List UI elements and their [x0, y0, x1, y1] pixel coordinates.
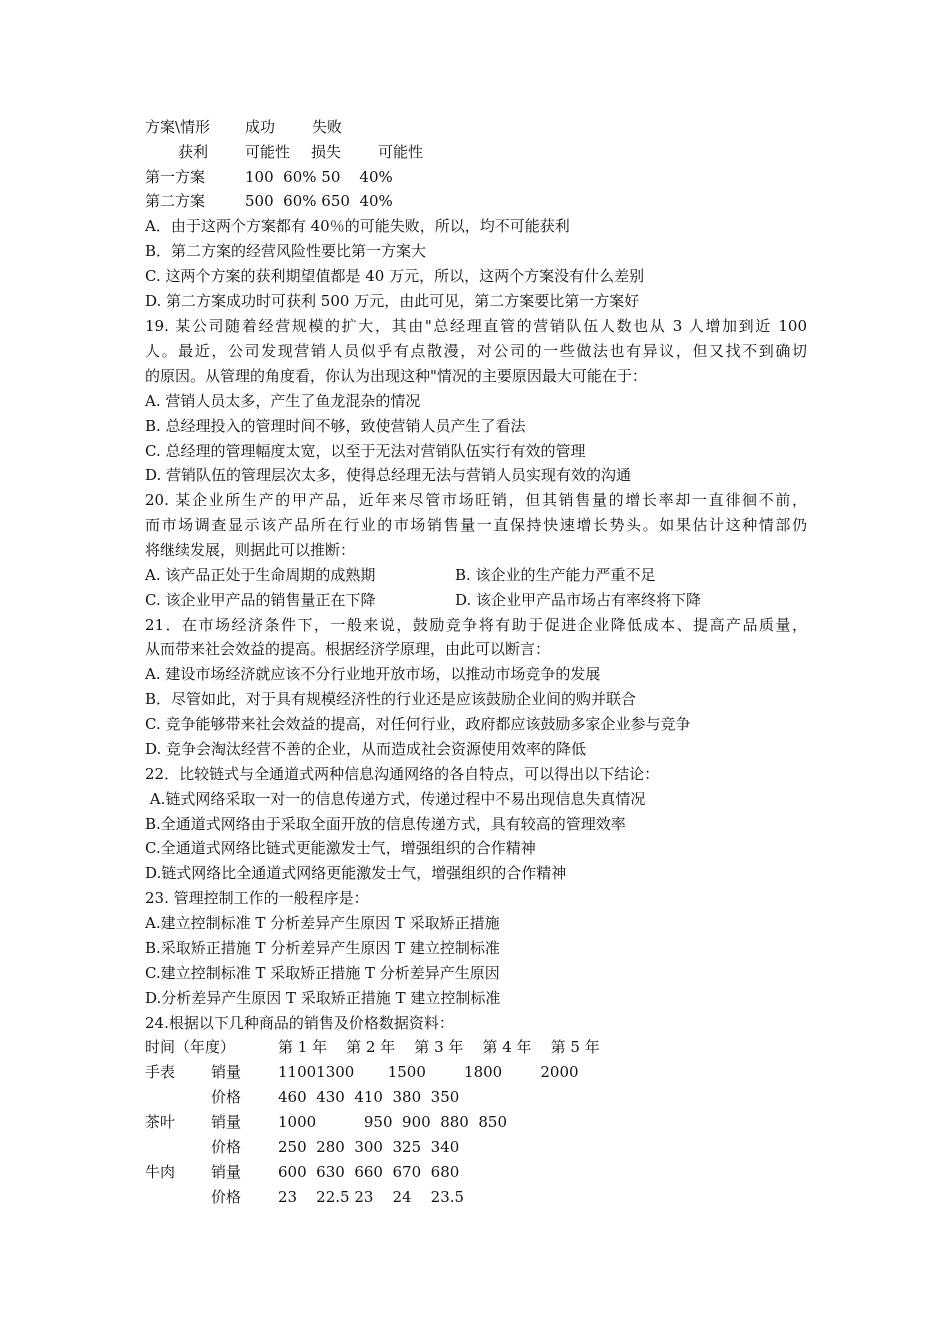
q24-header-years: 第 1 年 第 2 年 第 3 年 第 4 年 第 5 年 [278, 1038, 600, 1056]
q23-option-d: D.分析差异产生原因 T 采取矫正措施 T 建立控制标准 [145, 989, 501, 1007]
q24-row6-metric: 价格 [211, 1188, 242, 1206]
q20-option-b: B. 该企业的生产能力严重不足 [455, 566, 656, 584]
q24-row4-values: 250 280 300 325 340 [278, 1138, 460, 1156]
q24-row5-metric: 销量 [211, 1163, 242, 1181]
q24-row5-item: 牛肉 [145, 1163, 176, 1181]
q21-stem-line1: 21．在市场经济条件下，一般来说，鼓励竞争将有助于促进企业降低成本、提高产品质量， [145, 616, 807, 634]
q24-stem: 24.根据以下几种商品的销售及价格数据资料： [145, 1014, 454, 1032]
q22-option-d: D.链式网络比全通道式网络更能激发士气，增强组织的合作精神 [145, 864, 567, 882]
q20-option-a: A. 该产品正处于生命周期的成熟期 [145, 566, 376, 584]
q21-stem-line2: 从而带来社会效益的提高。根据经济学原理，由此可以断言： [145, 640, 551, 658]
q18-row1-name: 第一方案 [145, 168, 206, 186]
q18-option-d: D. 第二方案成功时可获利 500 万元，由此可见，第二方案要比第一方案好 [145, 292, 640, 310]
q18-row2-values: 500 60% 650 40% [245, 192, 393, 210]
q22-option-a: A.链式网络采取一对一的信息传递方式，传递过程中不易出现信息失真情况 [145, 790, 646, 808]
q19-option-a: A. 营销人员太多，产生了鱼龙混杂的情况 [145, 392, 421, 410]
q23-option-a: A.建立控制标准 T 分析差异产生原因 T 采取矫正措施 [145, 914, 500, 932]
q21-option-a: A. 建设市场经济就应该不分行业地开放市场，以推动市场竞争的发展 [145, 665, 601, 683]
q19-option-c: C. 总经理的管理幅度太宽，以至于无法对营销队伍实行有效的管理 [145, 442, 586, 460]
q24-row2-values: 460 430 410 380 350 [278, 1088, 460, 1106]
q18-option-c: C. 这两个方案的获利期望值都是 40 万元，所以，这两个方案没有什么差别 [145, 267, 645, 285]
q24-row3-values: 1000 950 900 880 850 [278, 1113, 507, 1131]
q18-header2-col3: 损失 [311, 143, 342, 161]
q20-option-d: D. 该企业甲产品市场占有率终将下降 [455, 591, 702, 609]
q22-stem: 22．比较链式与全通道式两种信息沟通网络的各自特点，可以得出以下结论： [145, 765, 660, 783]
q18-header2-col1: 获利 [178, 143, 209, 161]
q19-stem-line1: 19. 某公司随着经营规模的扩大，其由"总经理直管的营销队伍人数也从 3 人增加到近 100 [145, 317, 807, 335]
q20-stem-line2: 而市场调查显示该产品所在行业的市场销售量一直保持快速增长势头。如果估计这种情部仍 [145, 516, 807, 534]
q19-option-b: B. 总经理投入的管理时间不够，致使营销人员产生了看法 [145, 417, 526, 435]
q24-row1-metric: 销量 [211, 1063, 242, 1081]
q20-option-c: C. 该企业甲产品的销售量正在下降 [145, 591, 376, 609]
q20-stem-line3: 将继续发展，则据此可以推断： [145, 541, 356, 559]
q21-option-d: D. 竞争会淘汰经营不善的企业，从而造成社会资源使用效率的降低 [145, 740, 587, 758]
q22-option-b: B.全通道式网络由于采取全面开放的信息传递方式，具有较高的管理效率 [145, 815, 626, 833]
q18-option-b: B．第二方案的经营风险性要比第一方案大 [145, 242, 427, 260]
q18-row1-values: 100 60% 50 40% [245, 168, 393, 186]
q18-header1-col1: 成功 [245, 118, 276, 136]
q24-header-label: 时间（年度） [145, 1038, 236, 1056]
q24-row3-item: 茶叶 [145, 1113, 176, 1131]
q19-option-d: D. 营销队伍的管理层次太多，使得总经理无法与营销人员实现有效的沟通 [145, 466, 632, 484]
q18-header1-col2: 失败 [312, 118, 343, 136]
q18-header2-col2: 可能性 [245, 143, 291, 161]
q23-stem: 23. 管理控制工作的一般程序是： [145, 889, 369, 907]
q18-header2-col4: 可能性 [378, 143, 424, 161]
q21-option-b: B．尽管如此，对于具有规模经济性的行业还是应该鼓励企业间的购并联合 [145, 690, 637, 708]
q18-option-a: A．由于这两个方案都有 40％的可能失败，所以，均不可能获利 [145, 217, 570, 235]
q21-option-c: C. 竞争能够带来社会效益的提高，对任何行业，政府都应该鼓励多家企业参与竞争 [145, 715, 691, 733]
q24-row1-item: 手表 [145, 1063, 176, 1081]
q24-row6-values: 23 22.5 23 24 23.5 [278, 1188, 465, 1206]
q19-stem-line3: 的原因。从管理的角度看，你认为出现这种"情况的主要原因最大可能在于： [145, 367, 647, 385]
q22-option-c: C.全通道式网络比链式更能激发士气，增强组织的合作精神 [145, 839, 536, 857]
q18-row2-name: 第二方案 [145, 192, 206, 210]
q20-stem-line1: 20. 某企业所生产的甲产品，近年来尽管市场旺销，但其销售量的增长率却一直徘徊不前， [145, 491, 807, 509]
q18-header1-col0: 方案\情形 [145, 118, 211, 136]
q23-option-c: C.建立控制标准 T 采取矫正措施 T 分析差异产生原因 [145, 964, 500, 982]
q19-stem-line2: 人。最近，公司发现营销人员似乎有点散漫，对公司的一些做法也有异议，但又找不到确切 [145, 342, 807, 360]
q24-row5-values: 600 630 660 670 680 [278, 1163, 460, 1181]
q24-row3-metric: 销量 [211, 1113, 242, 1131]
q24-row1-values: 11001300 1500 1800 2000 [278, 1063, 579, 1081]
q23-option-b: B.采取矫正措施 T 分析差异产生原因 T 建立控制标准 [145, 939, 500, 957]
q24-row4-metric: 价格 [211, 1138, 242, 1156]
q24-row2-metric: 价格 [211, 1088, 242, 1106]
